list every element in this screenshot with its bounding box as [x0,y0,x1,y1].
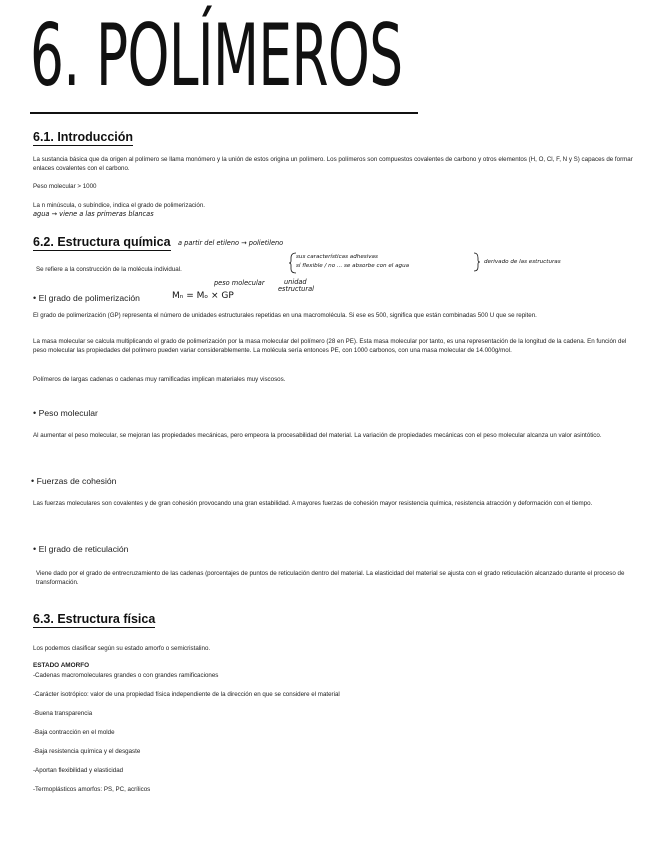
heading-crosslinking-text: El grado de reticulación [38,544,129,554]
list-item: -Carácter isotrópico: valor de una propiedad física independiente de la dirección en que se considere el material [33,691,340,698]
handwritten-formula: Mₙ = Mₒ × GP [172,291,234,301]
heading-crosslinking [33,544,128,554]
page-title-text: 6. POLÍMEROS [30,6,403,106]
handwritten-note-ethylene: a partir del etileno → polietileno [178,239,284,247]
intro-molecular-weight: Peso molecular > 1000 [33,183,97,190]
handwritten-brace-line-1: sus características adhesivas [296,254,378,260]
heading-polymerization-degree [33,293,140,303]
section-heading-chemical: 6.2. Estructura química [33,235,171,249]
handwritten-brace-line-2: sí flexible / no ... se absorbe con el agua [296,263,410,269]
heading-polymerization-degree-text: El grado de polimerización [38,293,140,303]
heading-molecular-weight [33,408,98,418]
heading-cohesion-forces-text: Fuerzas de cohesión [36,476,117,486]
intro-subscript-note: La n minúscula, o subíndice, indica el grado de polimerización. [33,202,205,209]
polymerization-paragraph-2: La masa molecular se calcula multiplicando el grado de polimerización por la masa molecular del polímero (28 en PE). Esta masa molecular por tanto, es una representación de la longitud de la cadena. En función del peso molecular las propiedades del polímero pueden variar considerablemente. La molécula sería entonces PE, con 1000 carbonos, con una masa molecular de 14.000g/mol. [33,338,627,354]
chemical-intro: Se refiere a la construcción de la molécula individual. [36,266,182,273]
molecular-weight-paragraph: Al aumentar el peso molecular, se mejoran las propiedades mecánicas, pero empeora la procesabilidad del material. La variación de propiedades mecánicas con el peso molecular alcanza un valor asintótico. [33,432,602,439]
handwritten-brace-right: derivado de las estructuras [484,259,561,265]
polymerization-paragraph-3: Polímeros de largas cadenas o cadenas muy ramificadas implican materiales muy viscosos. [33,376,286,383]
section-heading-intro: 6.1. Introducción [33,130,134,144]
list-item: -Termoplásticos amorfos: PS, PC, acrílicos [33,786,151,793]
list-item: -Baja resistencia química y el desgaste [33,748,141,755]
list-item: -Buena transparencia [33,710,93,717]
heading-molecular-weight-text: Peso molecular [38,408,98,418]
handwritten-note-molecular-weight: peso molecular [214,279,265,287]
handwritten-note-unit: unidad [284,278,307,286]
cohesion-paragraph: Las fuerzas moleculares son covalentes y de gran cohesión provocando una gran estabilidad. A mayores fuerzas de cohesión mayor resistencia química, resistencia atracción y deformación con el tiempo. [33,500,593,507]
polymerization-paragraph-1: El grado de polimerización (GP) representa el número de unidades estructurales repetidas en una macromolécula. Si ese es 500, significa que están combinadas 500 U que se repiten. [33,312,537,319]
list-item: -Baja contracción en el molde [33,729,115,736]
title-underline [30,112,418,114]
heading-cohesion-forces [31,476,116,486]
page-title [30,4,430,114]
list-item: -Aportan flexibilidad y elasticidad [33,767,124,774]
section-heading-physical: 6.3. Estructura física [33,612,156,626]
physical-intro: Los podemos clasificar según su estado amorfo o semicristalino. [33,645,211,652]
crosslinking-paragraph: Viene dado por el grado de entrecruzamiento de las cadenas (porcentajes de puntos de reticulación dentro del material. La elasticidad del material se ajusta con el grado reticulación alcanzado durante el proceso de transformación. [36,570,625,586]
list-item: -Cadenas macromoleculares grandes o con grandes ramificaciones [33,672,219,679]
amorphous-state-label: ESTADO AMORFO [33,662,90,669]
handwritten-note-water: agua → viene a las primeras blancas [33,210,154,218]
intro-paragraph: La sustancia básica que da origen al polímero se llama monómero y la unión de estos origina un polímero. Los polímeros son compuestos covalentes de carbono y otros elementos (H, O, Cl, F, N y S) capaces de formar enlaces covalentes con el carbono. [33,156,633,172]
handwritten-note-structural: estructural [278,285,314,293]
